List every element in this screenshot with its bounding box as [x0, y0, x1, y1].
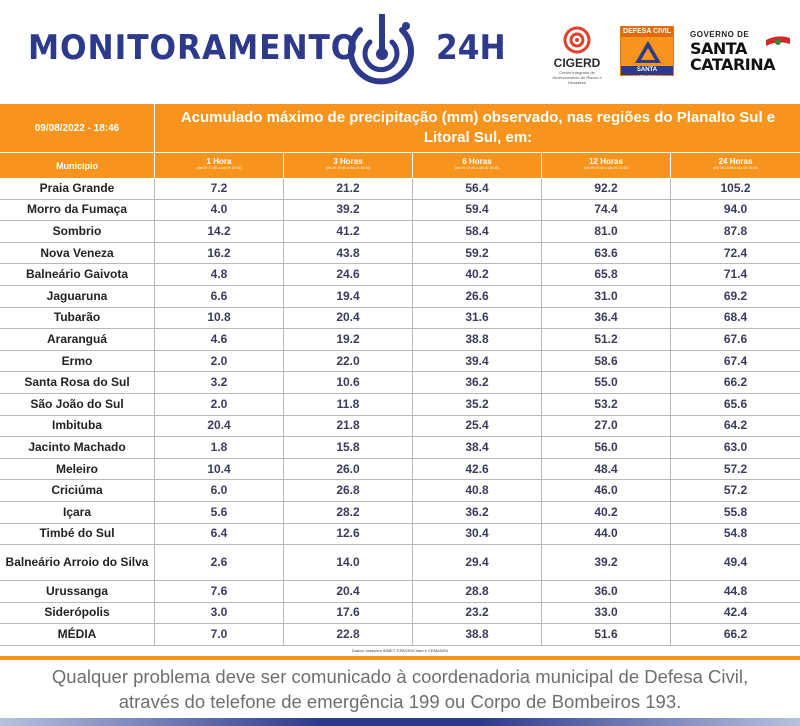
value-cell: 28.2 [284, 502, 413, 523]
column-sublabel: (dia 09 15:46 a dia 09 18:46) [325, 166, 371, 170]
column-header-municipio [0, 152, 155, 178]
table-row [0, 545, 800, 581]
value-cell: 30.4 [413, 524, 542, 545]
value-cell: 41.2 [284, 221, 413, 242]
value-cell: 40.2 [413, 264, 542, 285]
value-cell: 22.8 [284, 624, 413, 645]
value-cell: 74.4 [542, 200, 671, 221]
governo-label: GOVERNO DE [690, 30, 750, 39]
value-cell: 19.4 [284, 286, 413, 307]
value-cell: 21.8 [284, 416, 413, 437]
column-header-3h [284, 152, 413, 178]
value-cell: 6.0 [155, 480, 284, 501]
column-label: 3 Horas [333, 157, 363, 166]
value-cell: 55.0 [542, 372, 671, 393]
column-header-24h [671, 152, 800, 178]
municipio-cell: Imbituba [0, 416, 155, 437]
governo-line1: SANTA [690, 39, 747, 58]
table-row [0, 200, 800, 222]
table-row [0, 416, 800, 438]
value-cell: 6.6 [155, 286, 284, 307]
value-cell: 51.6 [542, 624, 671, 645]
value-cell: 4.6 [155, 329, 284, 350]
table-title: Acumulado máximo de precipitação (mm) observado, nas regiões do Planalto Sul e Litoral Sul, em: [180, 109, 776, 146]
value-cell: 29.4 [413, 545, 542, 580]
defesa-civil-logo [620, 26, 674, 82]
value-cell: 14.2 [155, 221, 284, 242]
value-cell: 6.4 [155, 524, 284, 545]
table-row [0, 437, 800, 459]
value-cell: 12.6 [284, 524, 413, 545]
municipio-cell: MÉDIA [0, 624, 155, 645]
value-cell: 10.8 [155, 308, 284, 329]
value-cell: 39.2 [542, 545, 671, 580]
defesa-civil-label: DEFESA CIVIL [621, 27, 673, 37]
value-cell: 65.8 [542, 264, 671, 285]
municipio-cell: Siderópolis [0, 603, 155, 624]
table-row [0, 308, 800, 330]
bottom-divider [0, 718, 800, 726]
value-cell: 67.4 [723, 353, 748, 368]
value-cell: 48.4 [542, 459, 671, 480]
table-row [0, 178, 800, 200]
municipio-cell: Morro da Fumaça [0, 200, 155, 221]
value-cell: 27.0 [542, 416, 671, 437]
value-cell: 57.2 [723, 461, 748, 476]
value-cell: 11.8 [284, 394, 413, 415]
value-cell: 39.2 [284, 200, 413, 221]
value-cell: 51.2 [542, 329, 671, 350]
governo-sc-logo [690, 30, 790, 74]
municipio-cell: Araranguá [0, 329, 155, 350]
cigerd-label: CIGERD [553, 56, 601, 70]
value-cell: 1.8 [155, 437, 284, 458]
value-cell: 19.2 [284, 329, 413, 350]
value-cell: 24.6 [284, 264, 413, 285]
municipio-cell: Balneário Arroio do Silva [0, 545, 155, 580]
table-row [0, 329, 800, 351]
value-cell: 10.6 [284, 372, 413, 393]
municipio-cell: Içara [0, 502, 155, 523]
value-cell: 59.2 [413, 243, 542, 264]
value-cell: 4.8 [155, 264, 284, 285]
value-cell: 4.0 [155, 200, 284, 221]
column-sublabel: (dia 09 06:46 a dia 09 18:46) [583, 166, 629, 170]
municipio-cell: Timbé do Sul [0, 524, 155, 545]
value-cell: 20.4 [155, 416, 284, 437]
municipio-cell: Tubarão [0, 308, 155, 329]
triangle-icon [634, 40, 662, 64]
value-cell: 38.8 [413, 624, 542, 645]
column-label: 12 Horas [589, 157, 623, 166]
column-header-1h [155, 152, 284, 178]
municipio-cell: Urussanga [0, 581, 155, 602]
value-cell: 20.4 [284, 308, 413, 329]
column-sublabel: (dia 09 17:46 a dia 09 18:46) [196, 166, 242, 170]
governo-line2: CATARINA [690, 55, 775, 74]
table-row [0, 243, 800, 265]
municipio-cell: Ermo [0, 351, 155, 372]
table-row [0, 581, 800, 603]
value-cell: 54.8 [723, 526, 748, 541]
value-cell: 67.6 [723, 331, 748, 346]
value-cell: 31.6 [413, 308, 542, 329]
value-cell: 3.0 [155, 603, 284, 624]
column-label: 1 Hora [206, 157, 232, 166]
value-cell: 2.6 [155, 545, 284, 580]
footer-notice [0, 662, 800, 718]
value-cell: 21.2 [284, 178, 413, 199]
table-row [0, 264, 800, 286]
value-cell: 69.2 [723, 288, 748, 303]
value-cell: 38.4 [413, 437, 542, 458]
value-cell: 63.0 [723, 439, 748, 454]
value-cell: 7.6 [155, 581, 284, 602]
value-cell: 87.8 [723, 223, 748, 238]
municipio-cell: Jaguaruna [0, 286, 155, 307]
value-cell: 81.0 [542, 221, 671, 242]
value-cell: 15.8 [284, 437, 413, 458]
value-cell: 26.6 [413, 286, 542, 307]
municipio-cell: Criciúma [0, 480, 155, 501]
value-cell: 49.4 [723, 555, 748, 570]
column-label: 24 Horas [718, 157, 753, 166]
value-cell: 94.0 [723, 202, 748, 217]
value-cell: 72.4 [723, 245, 748, 260]
value-cell: 65.6 [723, 396, 748, 411]
column-sublabel: (dia 09 12:46 a dia 09 18:46) [454, 166, 500, 170]
table-row [0, 459, 800, 481]
value-cell: 42.6 [413, 459, 542, 480]
value-cell: 26.8 [284, 480, 413, 501]
value-cell: 56.0 [542, 437, 671, 458]
value-cell: 40.8 [413, 480, 542, 501]
value-cell: 22.0 [284, 351, 413, 372]
municipio-cell: São João do Sul [0, 394, 155, 415]
cigerd-subtitle: Centro Integrado de Gerenciamento de Riscos e Desastres [552, 70, 602, 85]
value-cell: 14.0 [284, 545, 413, 580]
value-cell: 35.2 [413, 394, 542, 415]
value-cell: 10.4 [155, 459, 284, 480]
table-row [0, 394, 800, 416]
value-cell: 3.2 [155, 372, 284, 393]
value-cell: 7.0 [155, 624, 284, 645]
table-row [0, 480, 800, 502]
value-cell: 53.2 [542, 394, 671, 415]
radar-antenna-icon [340, 8, 424, 92]
value-cell: 58.6 [542, 351, 671, 372]
table-row [0, 351, 800, 373]
value-cell: 36.2 [413, 372, 542, 393]
value-cell: 38.8 [413, 329, 542, 350]
value-cell: 39.4 [413, 351, 542, 372]
footer-line-1: Qualquer problema deve ser comunicado à coordenadoria municipal de Defesa Civil, [51, 666, 749, 687]
value-cell: 44.8 [723, 583, 748, 598]
value-cell: 16.2 [155, 243, 284, 264]
value-cell: 56.4 [413, 178, 542, 199]
value-cell: 17.6 [284, 603, 413, 624]
municipio-cell: Nova Veneza [0, 243, 155, 264]
value-cell: 36.0 [542, 581, 671, 602]
value-cell: 63.6 [542, 243, 671, 264]
value-cell: 7.2 [155, 178, 284, 199]
value-cell: 31.0 [542, 286, 671, 307]
value-cell: 2.0 [155, 394, 284, 415]
column-header-12h [542, 152, 671, 178]
header [0, 0, 800, 104]
data-source-note: Dados: estações INMET, EPAGRI/Ciram e CEMADEN [351, 648, 449, 653]
value-cell: 66.2 [723, 375, 748, 390]
value-cell: 64.2 [723, 418, 748, 433]
table-row [0, 502, 800, 524]
divider [0, 656, 800, 660]
value-cell: 36.2 [413, 502, 542, 523]
value-cell: 71.4 [723, 267, 748, 282]
table-row [0, 603, 800, 625]
table-row [0, 286, 800, 308]
table-row [0, 624, 800, 646]
value-cell: 105.2 [720, 180, 751, 195]
footer-line-2: através do telefone de emergência 199 ou Corpo de Bombeiros 193. [118, 691, 682, 712]
municipio-cell: Santa Rosa do Sul [0, 372, 155, 393]
value-cell: 42.4 [723, 605, 748, 620]
column-sublabel: (dia 08 18:46 a dia 09 18:46) [713, 166, 758, 170]
value-cell: 40.2 [542, 502, 671, 523]
value-cell: 25.4 [413, 416, 542, 437]
page-title: MONITORAMENTO [28, 28, 359, 68]
value-cell: 28.8 [413, 581, 542, 602]
value-cell: 23.2 [413, 603, 542, 624]
municipio-cell: Praia Grande [0, 178, 155, 199]
value-cell: 43.8 [284, 243, 413, 264]
value-cell: 33.0 [542, 603, 671, 624]
flag-icon [766, 34, 790, 50]
value-cell: 20.4 [284, 581, 413, 602]
municipio-cell: Balneário Gaivota [0, 264, 155, 285]
column-label: Município [56, 160, 98, 171]
table-row [0, 524, 800, 546]
value-cell: 58.4 [413, 221, 542, 242]
value-cell: 66.2 [723, 627, 748, 642]
column-label: 6 Horas [462, 157, 492, 166]
municipio-cell: Jacinto Machado [0, 437, 155, 458]
defesa-civil-state: SANTA CATARINA [621, 66, 673, 75]
value-cell: 92.2 [542, 178, 671, 199]
value-cell: 36.4 [542, 308, 671, 329]
value-cell: 2.0 [155, 351, 284, 372]
value-cell: 55.8 [723, 504, 748, 519]
column-header-6h [413, 152, 542, 178]
value-cell: 57.2 [723, 483, 748, 498]
value-cell: 44.0 [542, 524, 671, 545]
table-row [0, 372, 800, 394]
value-cell: 26.0 [284, 459, 413, 480]
table-body [0, 178, 800, 646]
value-cell: 59.4 [413, 200, 542, 221]
value-cell: 46.0 [542, 480, 671, 501]
value-cell: 5.6 [155, 502, 284, 523]
report-date: 09/08/2022 - 18:46 [0, 104, 155, 152]
table-row [0, 221, 800, 243]
municipio-cell: Sombrio [0, 221, 155, 242]
page-title-suffix: 24H [436, 28, 506, 68]
value-cell: 68.4 [723, 310, 748, 325]
municipio-cell: Meleiro [0, 459, 155, 480]
